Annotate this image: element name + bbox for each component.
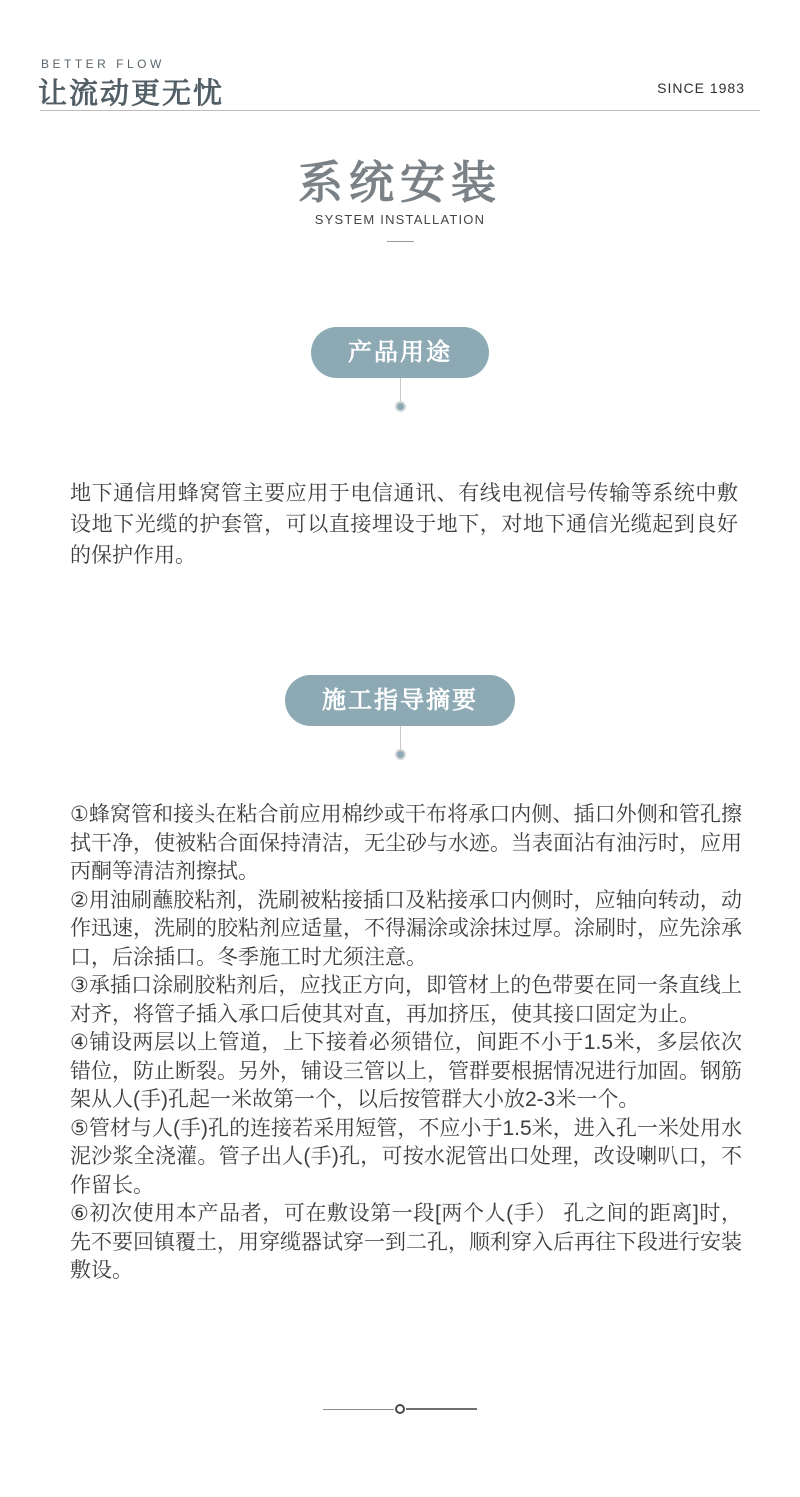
section-header-guidance [0,675,800,760]
badge-dot-icon [395,749,406,760]
guidance-item-6: ⑥初次使用本产品者，可在敷设第一段[两个人(手） 孔之间的距离]时，先不要回镇覆土，用穿缆器试穿一到二孔，顺利穿入后再往下段进行安装敷设。 [70,1202,742,1282]
product-use-badge: 产品用途 [311,327,489,378]
guidance-item-4: ④铺设两层以上管道，上下接着必须错位，间距不小于1.5米，多层依次错位，防止断裂。另外，铺设三管以上，管群要根据情况进行加固。钢筋架从人(手)孔起一米故第一个，以后按管群大小放2-3米一个。 [70,1031,742,1111]
brand-tagline: BETTER FLOW [41,57,165,71]
header-divider [40,110,760,111]
guidance-item-5: ⑤管材与人(手)孔的连接若采用短管，不应小于1.5米，进入孔一米处用水泥沙浆全浇灌。管子出人(手)孔，可按水泥管出口处理，改设喇叭口，不作留长。 [70,1116,742,1197]
since-label: SINCE 1983 [657,80,745,96]
badge-connector-line [400,378,401,401]
guidance-item-2: ②用油刷蘸胶粘剂，洗刷被粘接插口及粘接承口内侧时，应轴向转动，动作迅速，洗刷的胶粘剂应适量，不得漏涂或涂抹过厚。涂刷时，应先涂承口，后涂插口。冬季施工时尤须注意。 [70,888,742,969]
badge-connector-line [400,726,401,749]
guidance-list [70,801,742,1286]
section-header-product-use [0,327,800,412]
footer-circle-icon [395,1404,405,1414]
page-subtitle: SYSTEM INSTALLATION [314,212,486,227]
guidance-item-1: ①蜂窝管和接头在粘合前应用棉纱或干布将承口内侧、插口外侧和管孔擦拭干净，使被粘合面保持清洁，无尘砂与水迹。当表面沾有油污时，应用丙酮等清洁剂擦拭。 [70,803,742,883]
guidance-badge: 施工指导摘要 [285,675,515,726]
footer-line-left [323,1409,394,1410]
footer-line-right [406,1408,477,1410]
title-divider [387,241,414,242]
badge-dot-icon [395,401,406,412]
page-title: 系统安装 [297,157,502,208]
product-use-paragraph: 地下通信用蜂窝管主要应用于电信通讯、有线电视信号传输等系统中敷设地下光缆的护套管，可以直接埋设于地下，对地下通信光缆起到良好的保护作用。 [70,482,738,567]
guidance-item-3: ③承插口涂刷胶粘剂后，应找正方向，即管材上的色带要在同一条直线上对齐，将管子插入承口后使其对直，再加挤压，使其接口固定为止。 [70,974,742,1026]
footer-decoration [0,1404,800,1414]
brand-logo: 让流动更无忧 [38,78,225,110]
